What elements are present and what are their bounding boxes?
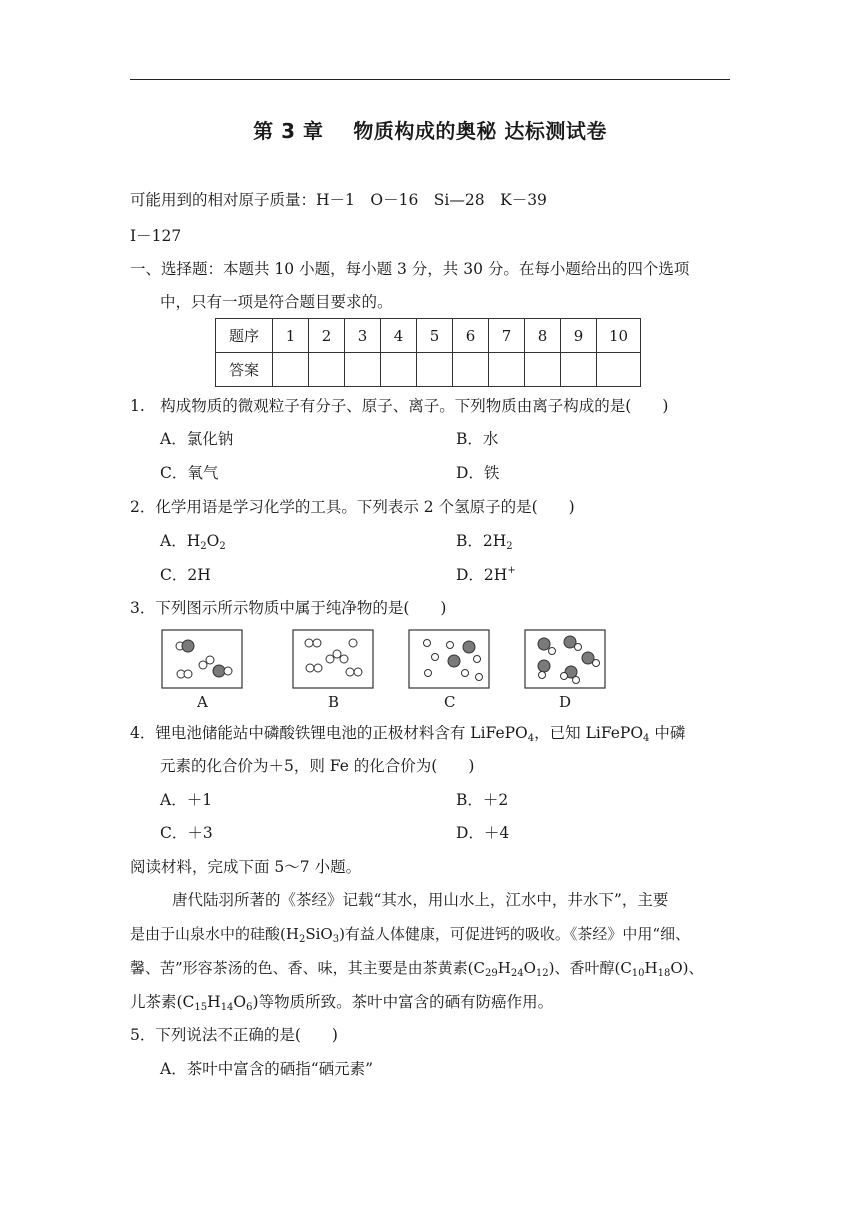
table-cell: 5 [417,319,453,353]
diagram-c[interactable] [408,629,490,689]
q2-option-b[interactable]: B．$2H_2$ [456,532,513,552]
q5-option-a[interactable]: A．茶叶中富含的硒指“硒元素” [160,1060,374,1078]
passage-line-4: 儿茶素$(C_{15}H_{14}O_6)$等物质所致。茶叶中富含的硒有防癌作用。 [130,993,554,1013]
question-4-stem-cont: 元素的化合价为＋5，则 Fe 的化合价为( ) [160,757,475,775]
diagram-d-label: D [559,693,572,711]
answer-cell[interactable] [489,353,525,387]
q2-option-a[interactable]: A．$H_2O_2$ [160,532,226,552]
atomic-masses-line2: I－127 [130,227,182,245]
answer-table-answer-row [216,353,641,387]
question-1-stem: 1. 构成物质的微观粒子有分子、原子、离子。下列物质由离子构成的是( ) [130,397,669,415]
table-cell: 6 [453,319,489,353]
table-cell: 7 [489,319,525,353]
answer-table-header-row [216,319,641,353]
answer-cell[interactable] [561,353,597,387]
table-cell: 1 [273,319,309,353]
answer-table [215,318,641,387]
answer-cell[interactable] [525,353,561,387]
passage-line-1: 唐代陆羽所著的《茶经》记载“其水，用山水上，江水中，井水下”，主要 [172,891,669,909]
answer-cell[interactable] [453,353,489,387]
q1-option-c[interactable]: C．氧气 [160,464,219,482]
atomic-masses-line1: 可能用到的相对原子质量：H－1 O－16 Si—28 K－39 [130,191,547,209]
question-3-stem: 3．下列图示所示物质中属于纯净物的是( ) [130,599,447,617]
table-label: 题序 [216,319,273,353]
passage-line-3: 馨、苦”形容茶汤的色、香、味，其主要是由茶黄素$(C_{29}H_{24}O_{12})$、香叶醇$(C_{10}H_{18}O)$、 [130,959,704,979]
question-2-stem: 2．化学用语是学习化学的工具。下列表示 2 个氢原子的是( ) [130,498,575,516]
diagram-c-label: C [444,693,456,711]
diagram-a[interactable] [161,629,243,689]
table-label: 答案 [216,353,273,387]
q1-option-b[interactable]: B．水 [456,430,499,448]
table-cell: 3 [345,319,381,353]
reading-intro: 阅读材料，完成下面 5～7 小题。 [130,858,362,876]
answer-cell[interactable] [417,353,453,387]
question-5-stem: 5．下列说法不正确的是( ) [130,1026,338,1044]
answer-cell[interactable] [345,353,381,387]
q2-option-d[interactable]: D．2H+ [456,565,516,584]
section-heading: 一、选择题：本题共 10 小题，每小题 3 分，共 30 分。在每小题给出的四个选项 [130,260,690,278]
diagram-b[interactable] [292,629,374,689]
answer-cell[interactable] [309,353,345,387]
passage-line-2: 是由于山泉水中的硅酸$(H_2SiO_3)$有益人体健康，可促进钙的吸收。《茶经》中用“细、 [130,925,691,945]
q2-option-c[interactable]: C．2H [160,566,211,584]
q1-option-a[interactable]: A．氯化钠 [160,430,234,448]
top-rule [130,79,730,80]
table-cell: 9 [561,319,597,353]
answer-cell[interactable] [273,353,309,387]
table-cell: 4 [381,319,417,353]
table-cell: 10 [597,319,641,353]
q4-option-d[interactable]: D．＋4 [456,824,510,842]
q4-option-a[interactable]: A．＋1 [160,791,213,809]
q4-option-b[interactable]: B．＋2 [456,791,509,809]
answer-cell[interactable] [381,353,417,387]
diagram-d[interactable] [524,629,606,689]
diagram-b-label: B [328,693,340,711]
question-4-stem: 4．锂电池储能站中磷酸铁锂电池的正极材料含有 LiFePO$_4$，已知 LiFePO$_4$ 中磷 [130,724,686,744]
table-cell: 2 [309,319,345,353]
q4-option-c[interactable]: C．＋3 [160,824,213,842]
diagram-a-label: A [197,693,208,711]
table-cell: 8 [525,319,561,353]
answer-cell[interactable] [597,353,641,387]
q1-option-d[interactable]: D．铁 [456,464,500,482]
section-heading-cont: 中，只有一项是符合题目要求的。 [160,293,393,311]
page-title: 第 3 章 物质构成的奥秘 达标测试卷 [253,119,607,143]
